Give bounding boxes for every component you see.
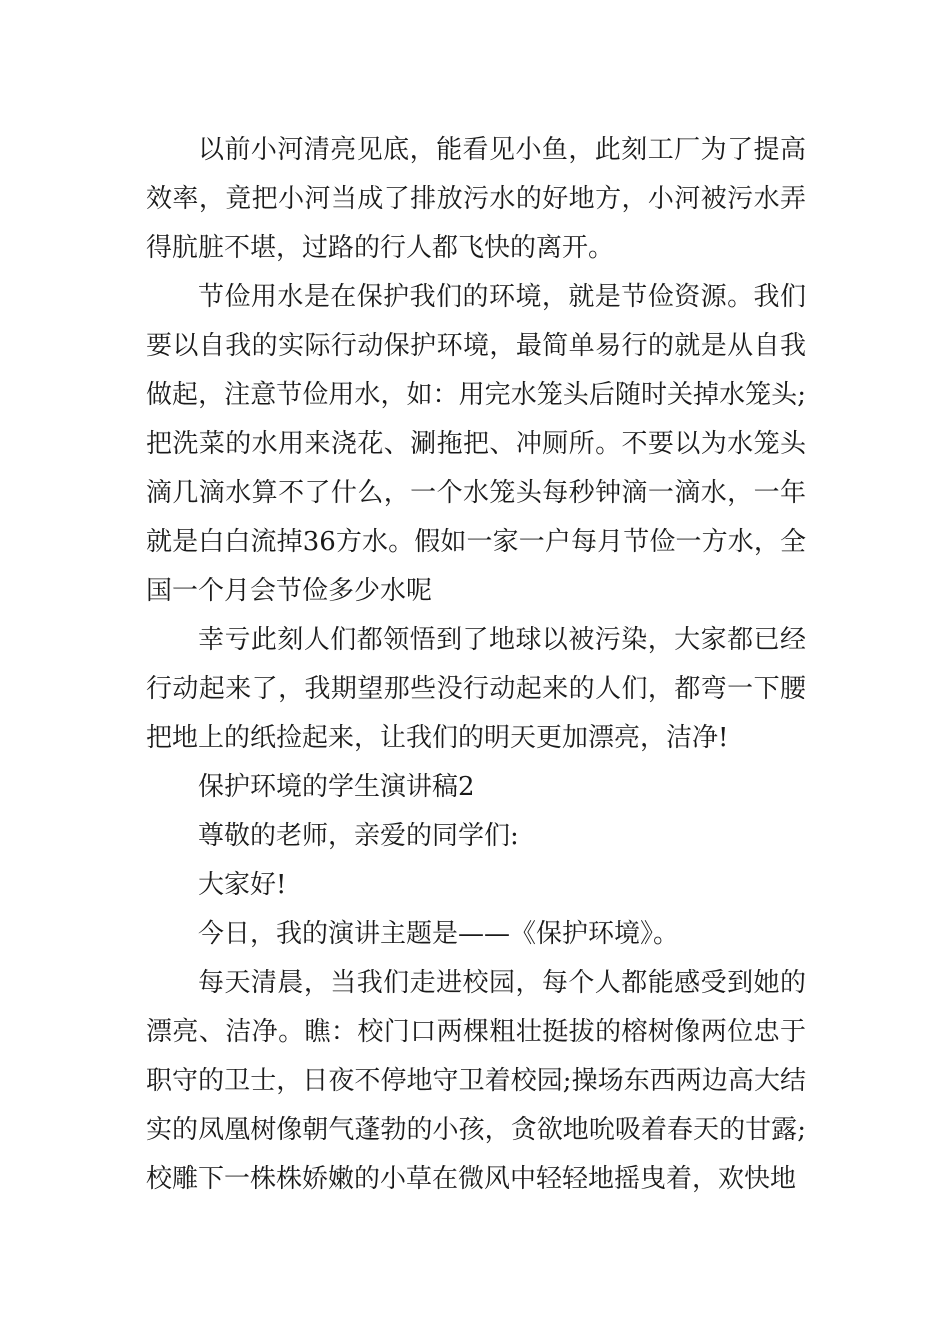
speech-title: 保护环境的学生演讲稿2: [198, 772, 475, 802]
paragraph-campus-description: 每天清晨，当我们走进校园，每个人都能感受到她的漂亮、洁净。瞧：校门口两棵粗壮挺拔的榕树像两位忠于职守的卫士，日夜不停地守卫着校园;操场东西两边高大结实的凤凰树像朝气蓬勃的小孩，贪欲地吮吸着春天的甘露;校雕下一株株娇嫩的小草在微风中轻轻地摇曳着，欢快地: [146, 968, 806, 1194]
paragraph-river-pollution: 以前小河清亮见底，能看见小鱼，此刻工厂为了提高效率，竟把小河当成了排放污水的好地方，小河被污水弄得肮脏不堪，过路的行人都飞快的离开。: [146, 135, 806, 263]
speech-salutation: 尊敬的老师，亲爱的同学们:: [198, 821, 519, 851]
speech-topic: 今日，我的演讲主题是——《保护环境》。: [198, 919, 680, 949]
document-page: [146, 126, 806, 1204]
paragraph-save-water: 节俭用水是在保护我们的环境，就是节俭资源。我们要以自我的实际行动保护环境，最简单易行的就是从自我做起，注意节俭用水，如：用完水笼头后随时关掉水笼头;把洗菜的水用来浇花、涮拖把、冲厕所。不要以为水笼头滴几滴水算不了什么，一个水笼头每秒钟滴一滴水，一年就是白白流掉36方水。假如一家一户每月节俭一方水，全国一个月会节俭多少水呢: [146, 282, 806, 606]
speech-greeting: 大家好!: [198, 870, 287, 900]
paragraph-call-to-action: 幸亏此刻人们都领悟到了地球以被污染，大家都已经行动起来了，我期望那些没行动起来的人们，都弯一下腰把地上的纸捡起来，让我们的明天更加漂亮，洁净!: [146, 625, 806, 753]
